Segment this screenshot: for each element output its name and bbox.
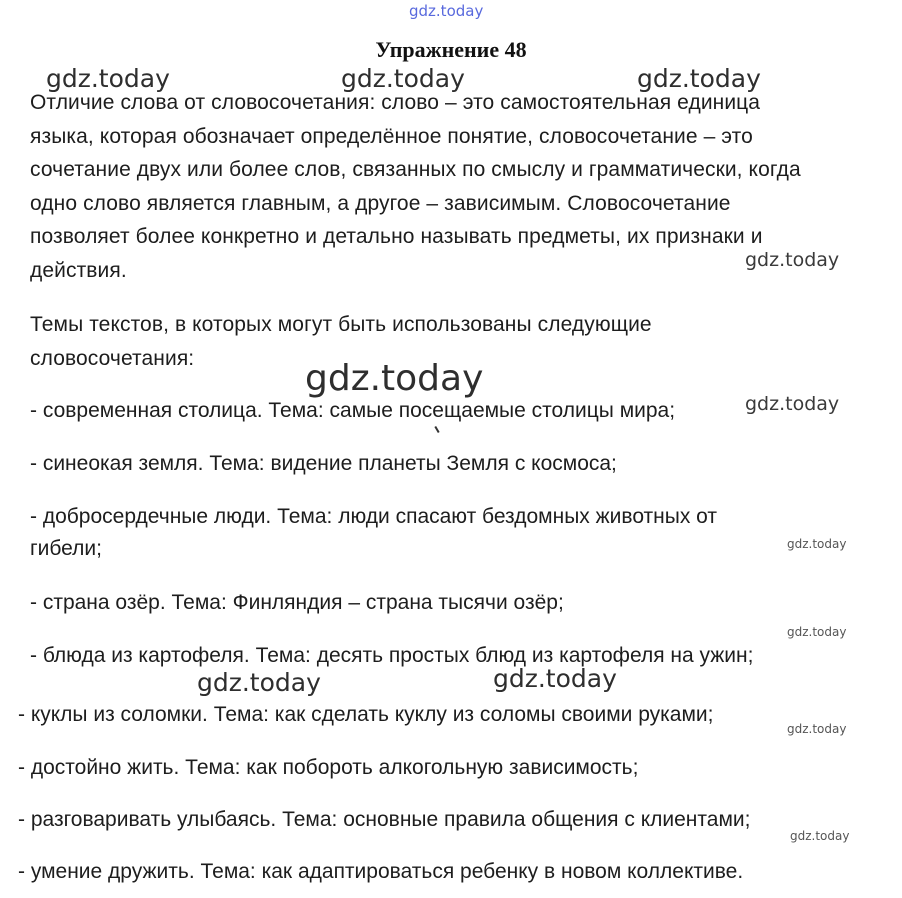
exercise-title: Упражнение 48 bbox=[375, 37, 527, 62]
list-item: - достойно жить. Тема: как побороть алкогольную зависимость; bbox=[18, 756, 639, 779]
list-item: - умение дружить. Тема: как адаптироваться ребенку в новом коллективе. bbox=[18, 860, 744, 883]
watermark: gdz.today bbox=[46, 64, 170, 93]
watermark: gdz.today bbox=[787, 537, 847, 551]
paragraph-line: позволяет более конкретно и детально называть предметы, их признаки и bbox=[30, 225, 763, 248]
list-item: - куклы из соломки. Тема: как сделать куклу из соломы своими руками; bbox=[18, 703, 714, 726]
paragraph-line: языка, которая обозначает определённое понятие, словосочетание – это bbox=[30, 124, 753, 148]
watermark: gdz.today bbox=[745, 393, 840, 415]
watermark: gdz.today bbox=[341, 64, 465, 93]
watermark: gdz.today bbox=[637, 64, 761, 93]
watermark: gdz.today bbox=[790, 829, 850, 843]
list-item: - блюда из картофеля. Тема: десять простых блюд из картофеля на ужин; bbox=[30, 644, 754, 667]
list-item: гибели; bbox=[30, 537, 102, 560]
watermark: gdz.today bbox=[493, 664, 617, 693]
watermark: gdz.today bbox=[787, 722, 847, 736]
paragraph-line: действия. bbox=[30, 258, 127, 282]
list-item: - разговаривать улыбаясь. Тема: основные правила общения с клиентами; bbox=[18, 808, 751, 831]
list-item: - добросердечные люди. Тема: люди спасают бездомных животных от bbox=[30, 505, 718, 528]
paragraph-line: словосочетания: bbox=[30, 346, 195, 370]
paragraph-definition bbox=[30, 86, 880, 287]
list-item: - современная столица. Тема: самые посещаемые столицы мира; bbox=[30, 399, 676, 422]
watermark: gdz.today bbox=[745, 249, 840, 271]
paragraph-themes-intro bbox=[30, 308, 880, 375]
watermark: gdz.today bbox=[409, 2, 484, 20]
watermark: gdz.today bbox=[787, 625, 847, 639]
paragraph-line: одно слово является главным, а другое – зависимым. Словосочетание bbox=[30, 191, 731, 215]
watermark: gdz.today bbox=[197, 668, 321, 697]
watermark: gdz.today bbox=[305, 358, 484, 399]
paragraph-line: Отличие слова от словосочетания: слово – это самостоятельная единица bbox=[30, 91, 761, 114]
paragraph-line: сочетание двух или более слов, связанных по смыслу и грамматически, когда bbox=[30, 158, 801, 181]
list-item: - страна озёр. Тема: Финляндия – страна тысячи озёр; bbox=[30, 591, 564, 614]
list-item: - синеокая земля. Тема: видение планеты Земля с космоса; bbox=[30, 452, 617, 475]
paragraph-line: Темы текстов, в которых могут быть использованы следующие bbox=[30, 313, 652, 336]
